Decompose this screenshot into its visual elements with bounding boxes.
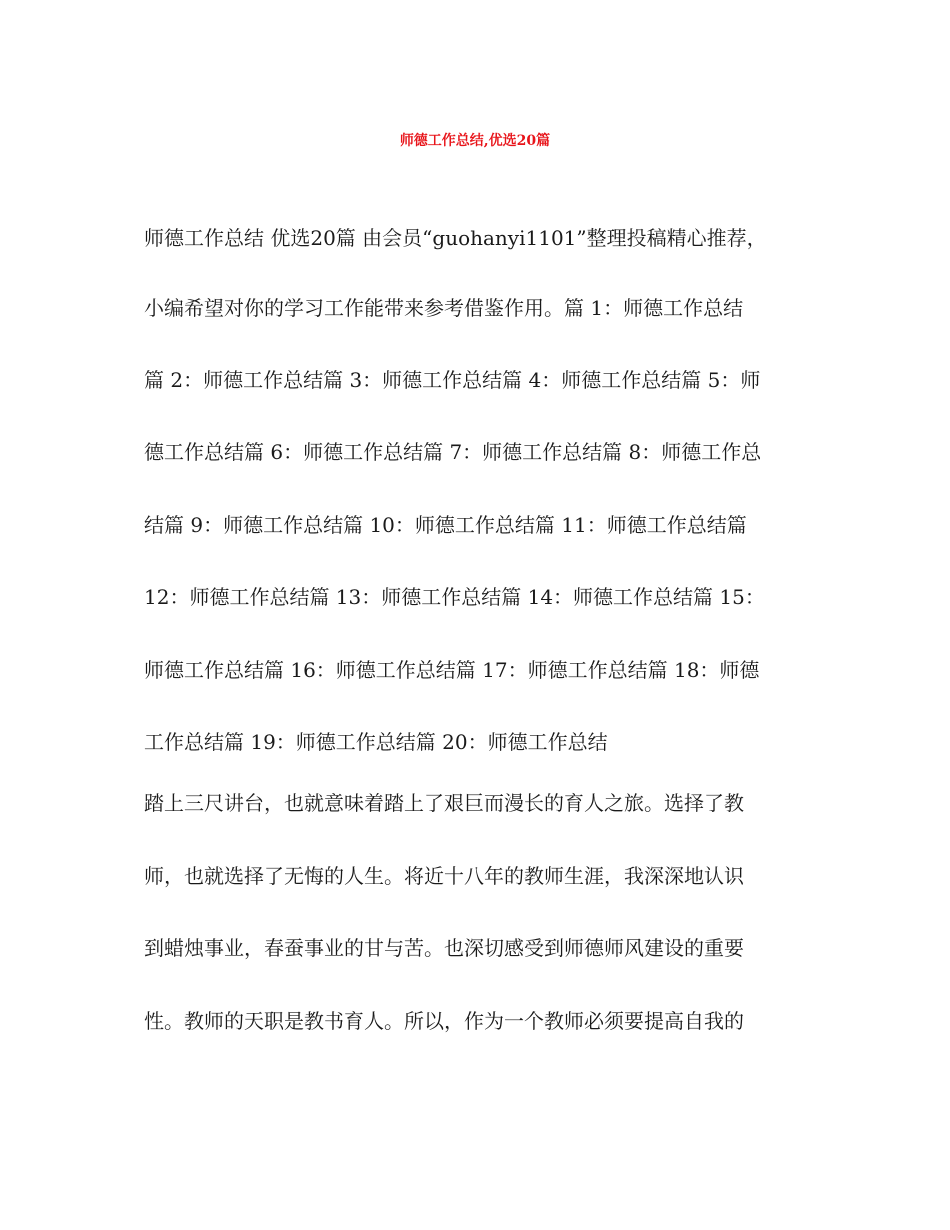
text-line: 结篇 9：师德工作总结篇 10：师德工作总结篇 11：师德工作总结篇 — [144, 513, 747, 537]
text-line: 师，也就选择了无悔的人生。将近十八年的教师生涯，我深深地认识 — [144, 864, 744, 888]
text-line: 踏上三尺讲台，也就意味着踏上了艰巨而漫长的育人之旅。选择了教 — [144, 791, 744, 815]
text-line: 小编希望对你的学习工作能带来参考借鉴作用。篇 1：师德工作总结 — [144, 296, 744, 320]
text-line: 篇 2：师德工作总结篇 3：师德工作总结篇 4：师德工作总结篇 5：师 — [144, 368, 761, 392]
text-line: 12：师德工作总结篇 13：师德工作总结篇 14：师德工作总结篇 15： — [144, 585, 765, 609]
text-line: 工作总结篇 19：师德工作总结篇 20：师德工作总结 — [144, 730, 608, 754]
document-title: 师德工作总结,优选20篇 — [399, 133, 551, 149]
text-line: 德工作总结篇 6：师德工作总结篇 7：师德工作总结篇 8：师德工作总 — [144, 440, 762, 464]
text-line: 到蜡烛事业，春蚕事业的甘与苦。也深切感受到师德师风建设的重要 — [144, 936, 744, 960]
text-line: 师德工作总结篇 16：师德工作总结篇 17：师德工作总结篇 18：师德 — [144, 658, 760, 682]
text-line: 性。教师的天职是教书育人。所以，作为一个教师必须要提高自我的 — [144, 1009, 744, 1033]
text-line: 师德工作总结 优选20篇 由会员“guohanyi1101”整理投稿精心推荐， — [144, 226, 767, 250]
